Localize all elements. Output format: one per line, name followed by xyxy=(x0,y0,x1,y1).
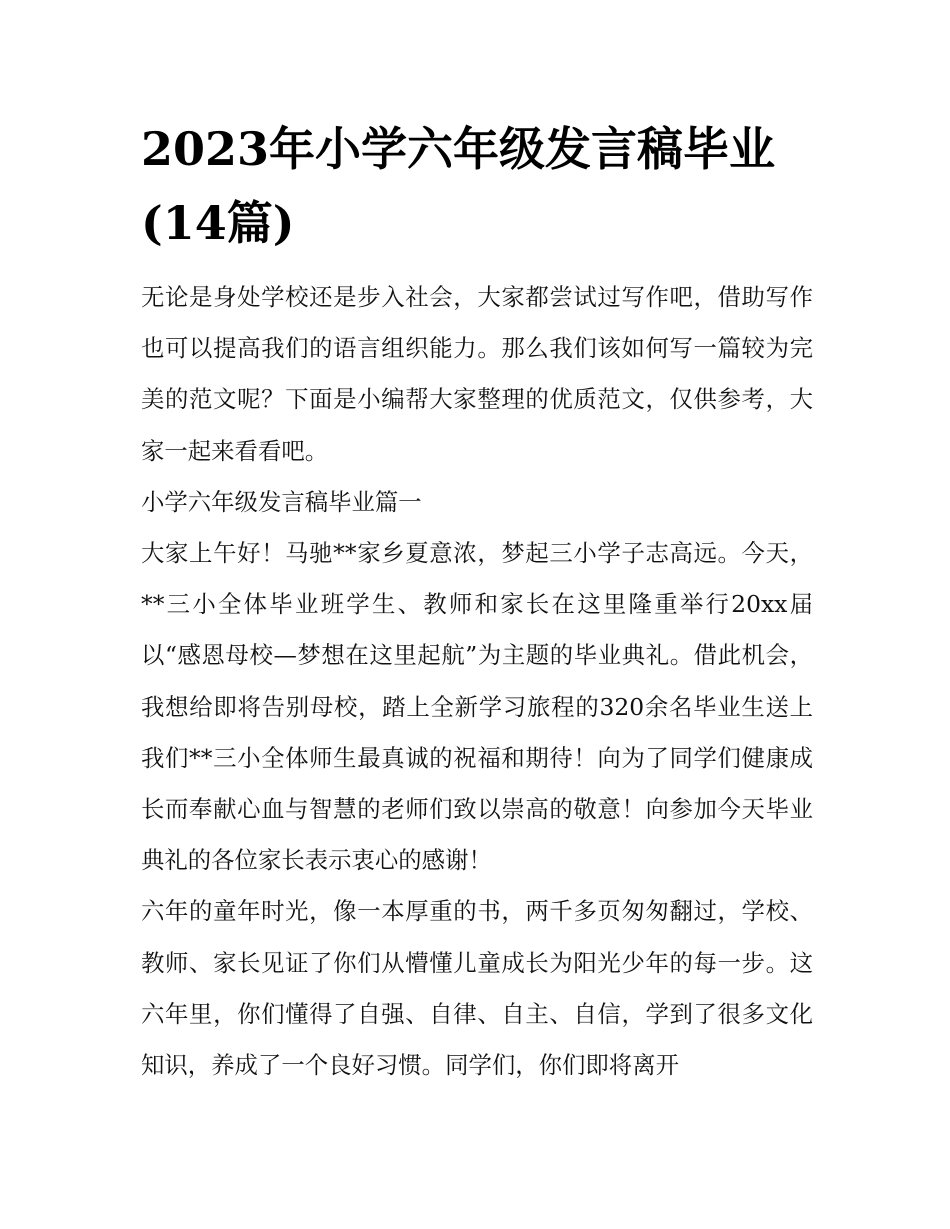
document-content xyxy=(141,112,813,1091)
document-title: 2023年小学六年级发言稿毕业(14篇) xyxy=(141,122,776,250)
intro-paragraph: 无论是身处学校还是步入社会，大家都尝试过写作吧，借助写作也可以提高我们的语言组织能力。那么我们该如何写一篇较为完美的范文呢？下面是小编帮大家整理的优质范文，仅供参考，大家一起来看看吧。 xyxy=(141,283,813,465)
body-paragraph-2: 六年的童年时光，像一本厚重的书，两千多页匆匆翻过，学校、教师、家长见证了你们从懵懂儿童成长为阳光少年的每一步。这六年里，你们懂得了自强、自律、自主、自信，学到了很多文化知识，养成了一个良好习惯。同学们，你们即将离开 xyxy=(141,897,813,1080)
body-paragraph-1: 大家上午好！马驰**家乡夏意浓，梦起三小学子志高远。今天，**三小全体毕业班学生、教师和家长在这里隆重举行20xx届以“感恩母校—梦想在这里起航”为主题的毕业典礼。借此机会，我想给即将告别母校，踏上全新学习旅程的320余名毕业生送上我们**三小全体师生最真诚的祝福和期待！向为了同学们健康成长而奉献心血与智慧的老师们致以崇高的敬意！向参加今天毕业典礼的各位家长表示衷心的感谢！ xyxy=(141,539,813,875)
section-heading: 小学六年级发言稿毕业篇一 xyxy=(141,487,422,516)
